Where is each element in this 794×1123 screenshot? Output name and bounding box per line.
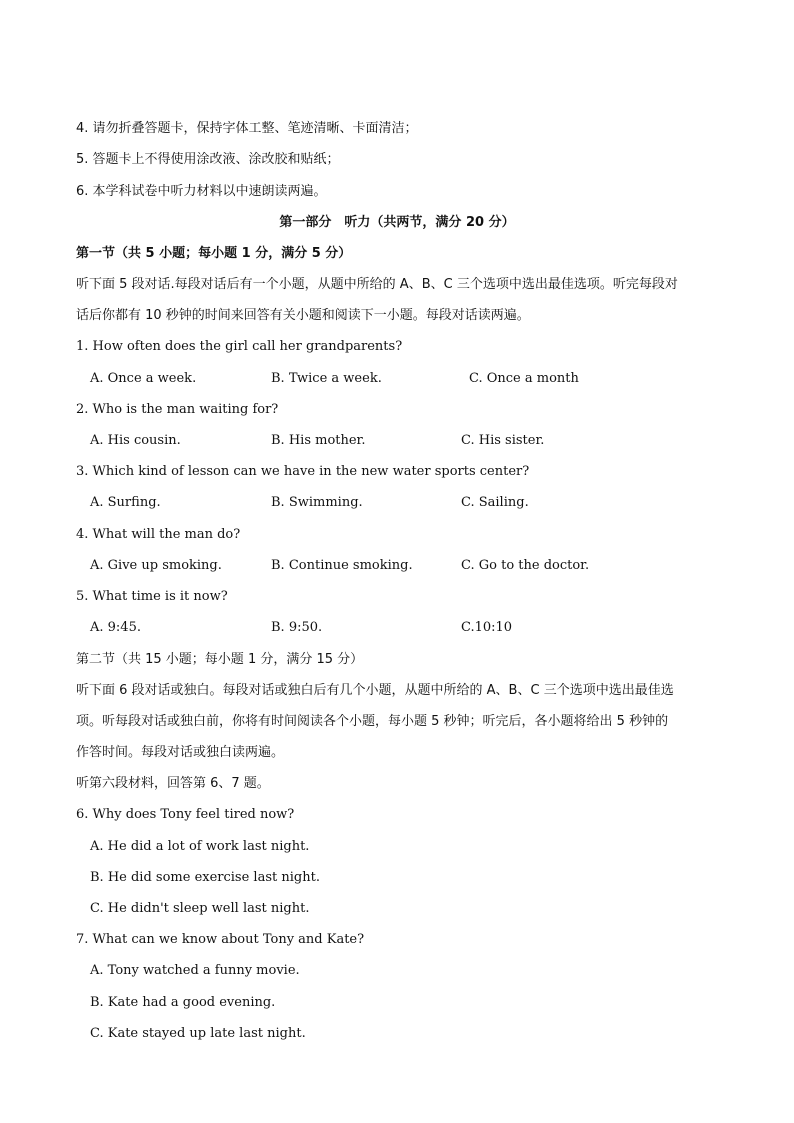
q6-option-b: B. He did some exercise last night. [90,870,320,885]
q4-option-a: A. Give up smoking. [90,558,222,573]
section-2-instruction-line-2: 项。听每段对话或独白前，你将有时间阅读各个小题，每小题 5 秒钟；听完后，各小题将给出 5 秒钟的 [76,714,669,729]
q3-option-c: C. Sailing. [461,495,529,510]
section-1-instruction-line-1: 听下面 5 段对话.每段对话后有一个小题，从题中所给的 A、B、C 三个选项中选出最佳选项。听完每段对 [76,277,678,292]
section-2-instruction-line-1: 听下面 6 段对话或独白。每段对话或独白后有几个小题，从题中所给的 A、B、C 三个选项中选出最佳选 [76,683,674,698]
q3-option-a: A. Surfing. [90,495,161,510]
question-7: 7. What can we know about Tony and Kate? [76,932,365,947]
material-note: 听第六段材料，回答第 6、7 题。 [76,776,270,791]
q5-option-c: C.10:10 [461,620,513,635]
note-4: 4. 请勿折叠答题卡，保持字体工整、笔迹清晰、卡面清洁； [76,121,418,136]
q6-option-a: A. He did a lot of work last night. [90,839,310,854]
question-3: 3. Which kind of lesson can we have in the new water sports center? [76,464,530,479]
q1-option-a: A. Once a week. [90,371,197,386]
section-2-instruction-line-3: 作答时间。每段对话或独白读两遍。 [76,745,285,760]
question-4: 4. What will the man do? [76,527,241,542]
q1-option-b: B. Twice a week. [271,371,382,386]
q2-option-a: A. His cousin. [90,433,181,448]
section-2-title: 第二节（共 15 小题；每小题 1 分，满分 15 分） [76,652,364,667]
q5-option-b: B. 9:50. [271,620,323,635]
q6-option-c: C. He didn't sleep well last night. [90,901,310,916]
note-5: 5. 答题卡上不得使用涂改液、涂改胶和贴纸； [76,152,340,167]
q2-option-b: B. His mother. [271,433,366,448]
question-2: 2. Who is the man waiting for? [76,402,279,417]
question-5: 5. What time is it now? [76,589,228,604]
q4-option-b: B. Continue smoking. [271,558,413,573]
q1-option-c: C. Once a month [469,371,579,386]
section-1-title: 第一节（共 5 小题；每小题 1 分，满分 5 分） [76,246,352,261]
note-6: 6. 本学科试卷中听力材料以中速朗读两遍。 [76,184,327,199]
question-1: 1. How often does the girl call her grandparents? [76,339,403,354]
question-6: 6. Why does Tony feel tired now? [76,807,295,822]
q7-option-c: C. Kate stayed up late last night. [90,1026,306,1041]
q7-option-a: A. Tony watched a funny movie. [90,963,300,978]
part-title: 第一部分 听力（共两节，满分 20 分） [279,215,515,230]
section-1-instruction-line-2: 话后你都有 10 秒钟的时间来回答有关小题和阅读下一小题。每段对话读两遍。 [76,308,530,323]
q7-option-b: B. Kate had a good evening. [90,995,276,1010]
q5-option-a: A. 9:45. [90,620,141,635]
q3-option-b: B. Swimming. [271,495,363,510]
q4-option-c: C. Go to the doctor. [461,558,590,573]
q2-option-c: C. His sister. [461,433,545,448]
